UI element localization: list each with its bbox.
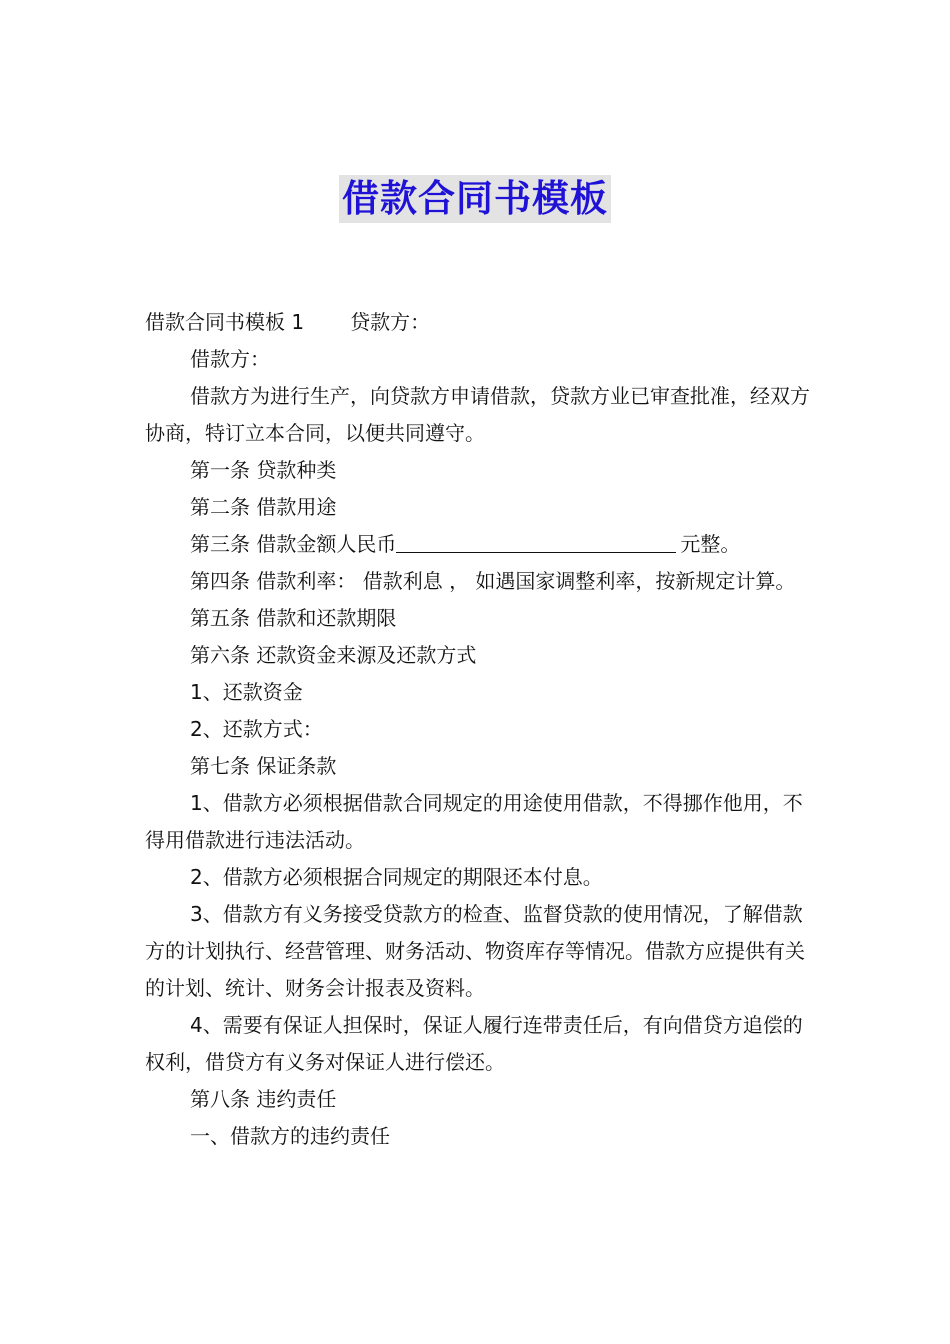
article-4: 第四条 借款利率： 借款利息 ， 如遇国家调整利率，按新规定计算。 (190, 569, 796, 593)
article-6-item-1: 1、还款资金 (190, 680, 303, 704)
article-7-item-2: 2、借款方必须根据合同规定的期限还本付息。 (190, 865, 603, 889)
article-2: 第二条 借款用途 (190, 495, 337, 519)
contract-heading: 借款合同书模板 1 (145, 310, 305, 334)
first-line (145, 304, 810, 341)
document-body (145, 304, 810, 1155)
lender-label: 贷款方： (350, 310, 431, 334)
article-3 (145, 526, 810, 563)
article-6-item-2: 2、还款方式： (190, 717, 323, 741)
article-7: 第七条 保证条款 (190, 754, 337, 778)
article-7-item-3: 3、借款方有义务接受贷款方的检查、监督贷款的使用情况，了解借款方的计划执行、经营管理、财务活动、物资库存等情况。借款方应提供有关的计划、统计、财务会计报表及资料。 (145, 902, 805, 1000)
borrower-label: 借款方： (190, 347, 270, 371)
article-8-sub-1: 一、借款方的违约责任 (190, 1124, 390, 1148)
article-6: 第六条 还款资金来源及还款方式 (190, 643, 477, 667)
article-3-text: 第三条 借款金额人民币 (190, 532, 397, 556)
amount-blank-line (396, 532, 676, 553)
article-1: 第一条 贷款种类 (190, 458, 337, 482)
document-title: 借款合同书模板 (339, 175, 611, 223)
article-7-item-1: 1、借款方必须根据借款合同规定的用途使用借款，不得挪作他用，不得用借款进行违法活动。 (145, 791, 803, 852)
article-3-suffix: 元整。 (680, 532, 741, 556)
article-8: 第八条 违约责任 (190, 1087, 337, 1111)
article-5: 第五条 借款和还款期限 (190, 606, 397, 630)
title-container (0, 175, 950, 223)
article-7-item-4: 4、需要有保证人担保时，保证人履行连带责任后，有向借贷方追偿的权利，借贷方有义务对保证人进行偿还。 (145, 1013, 803, 1074)
preamble-paragraph: 借款方为进行生产，向贷款方申请借款，贷款方业已审查批准，经双方协商，特订立本合同，以便共同遵守。 (145, 384, 810, 445)
